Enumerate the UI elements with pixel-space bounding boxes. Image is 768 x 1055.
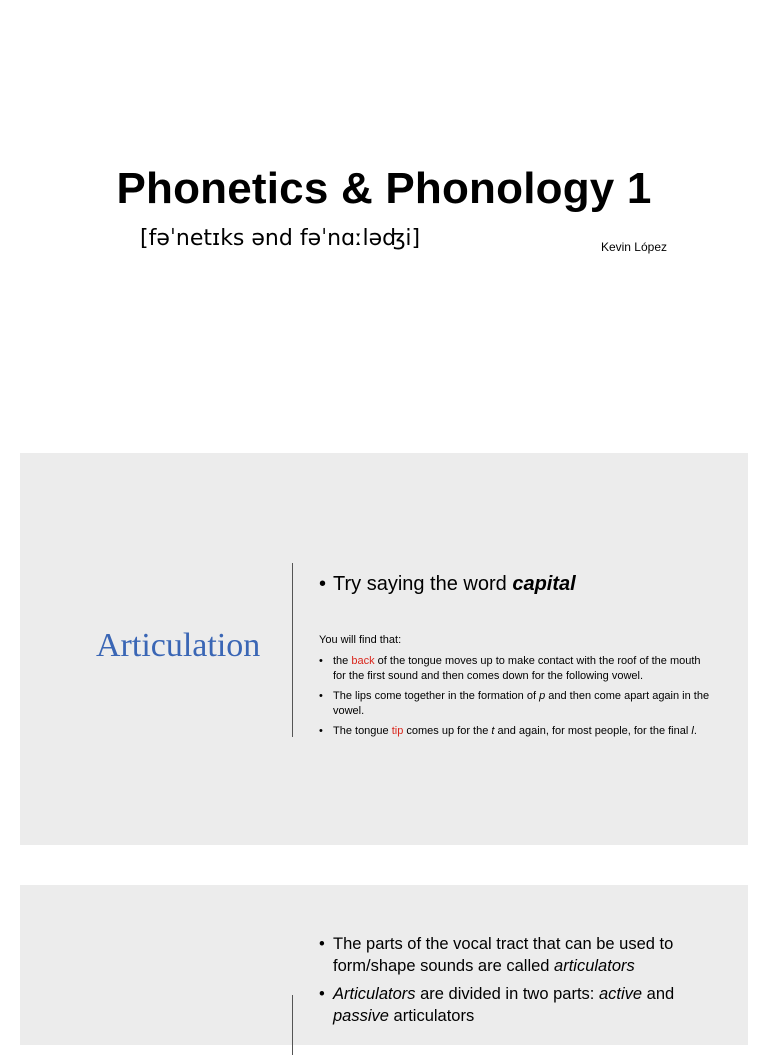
bullet-icon: •: [319, 985, 325, 1003]
vertical-divider: [292, 563, 293, 737]
main-bullet-text: Try saying the word capital: [333, 573, 576, 595]
emphasis-word: capital: [512, 573, 576, 595]
presentation-title: Phonetics & Phonology 1: [116, 164, 652, 213]
bullet-icon: •: [319, 690, 323, 702]
find-label: You will find that:: [319, 634, 402, 646]
vertical-divider: [292, 995, 293, 1055]
list-item: • The lips come together in the formation of p and then come apart again in the vowel.: [319, 690, 710, 717]
bullet-icon: •: [319, 725, 323, 737]
list-item: • The tongue tip comes up for the t and again, for most people, for the final l.: [319, 725, 697, 737]
bullet-icon: •: [319, 573, 327, 595]
highlight-word: tip: [391, 725, 404, 737]
list-item: • the back of the tongue moves up to make contact with the roof of the mouth for the first sound and then comes down for the following vowel.: [319, 655, 701, 682]
bullet-articulators-definition: • The parts of the vocal tract that can be used to form/shape sounds are called articulators: [319, 935, 674, 975]
bullet-icon: •: [319, 935, 325, 953]
title-slide: [0, 0, 768, 440]
articulation-slide: [20, 453, 748, 845]
slide-title: Articulation: [96, 627, 261, 664]
highlight-word: back: [351, 655, 375, 667]
bullet-articulators-types: • Articulators are divided in two parts: active and passive articulators: [319, 985, 675, 1025]
articulators-slide: [20, 885, 748, 1045]
ipa-transcription: [fəˈnetɪks ənd fəˈnɑːləʤi]: [140, 226, 421, 251]
author-name: Kevin López: [600, 240, 667, 254]
bullet-icon: •: [319, 655, 323, 667]
main-bullet: [319, 573, 719, 595]
observations-list: [319, 654, 714, 745]
